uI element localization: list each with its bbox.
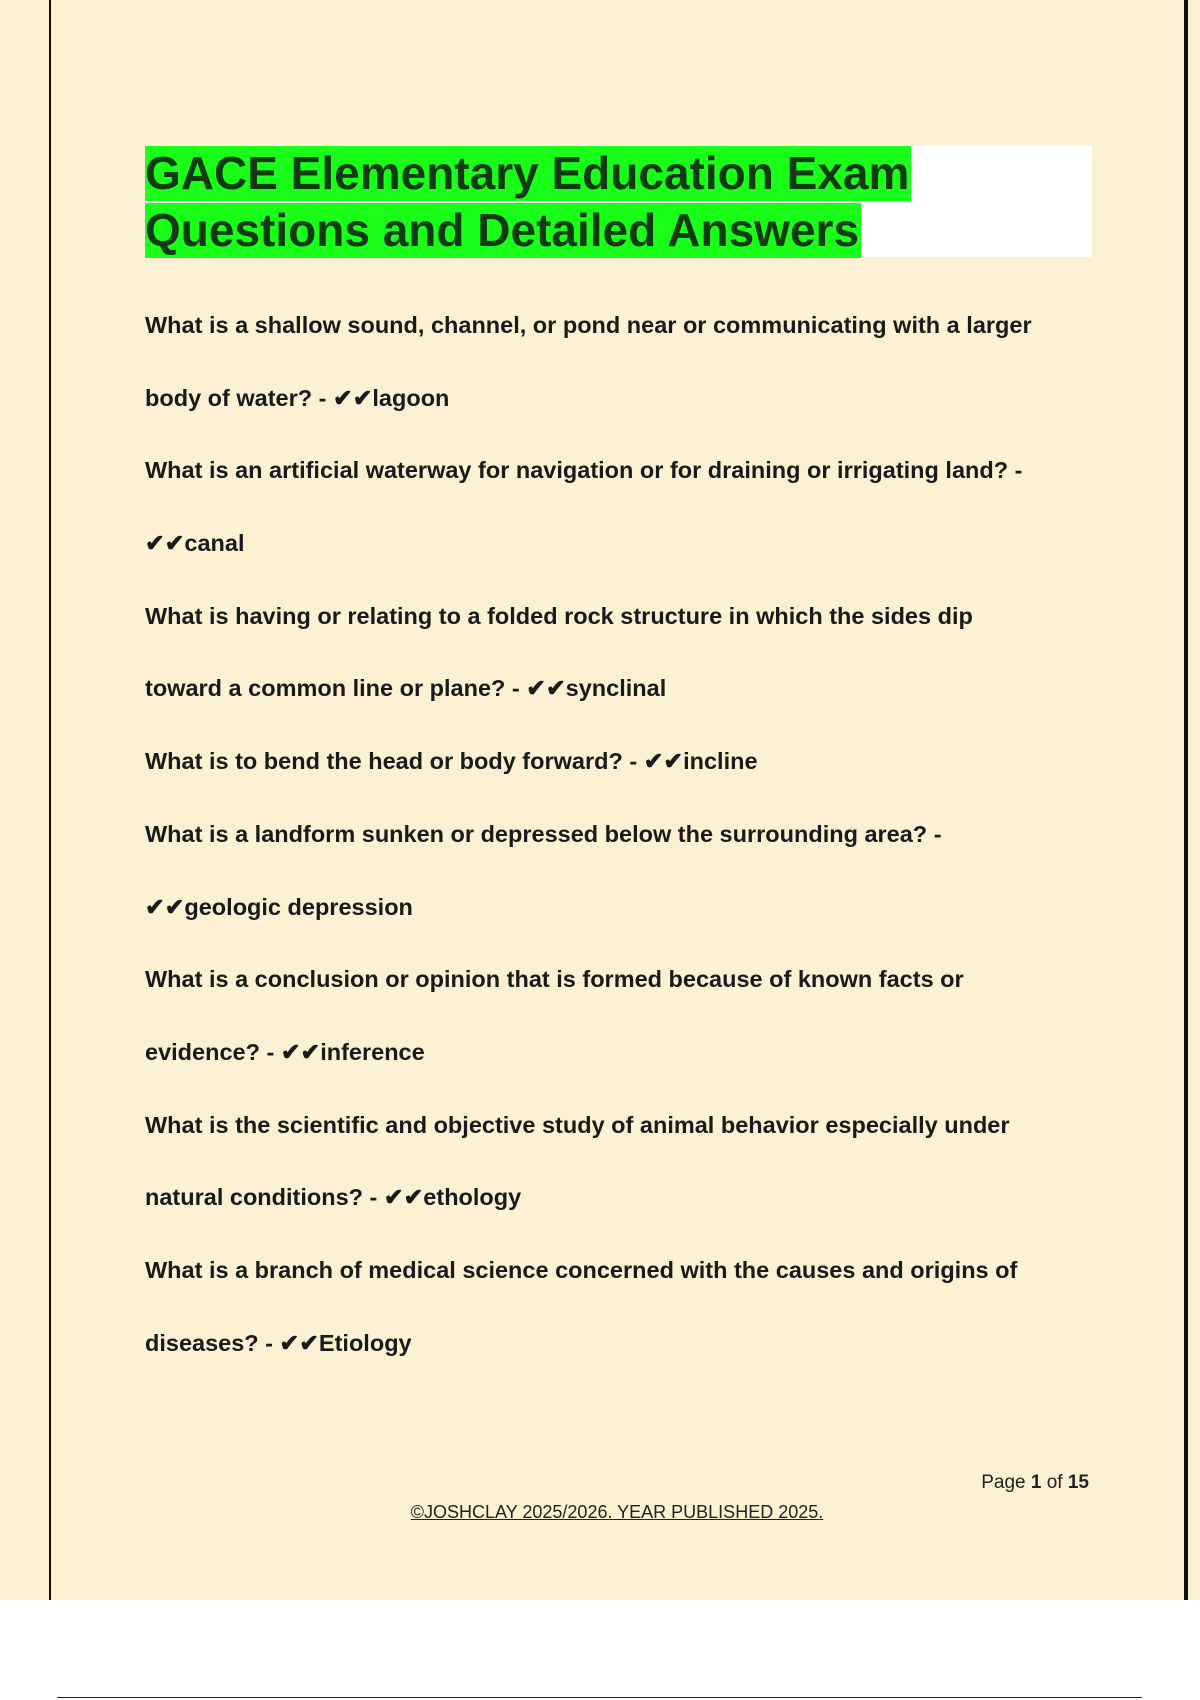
document-title-line-2: Questions and Detailed Answers [145,204,860,256]
qa-line: What is an artificial waterway for navigation or for draining or irrigating land? - [145,457,1023,484]
page-of: of [1046,1472,1063,1493]
qa-line: toward a common line or plane? - ✔✔synclinal [145,675,667,702]
qa-line: body of water? - ✔✔lagoon [145,384,450,411]
qa-line: What is a branch of medical science concerned with the causes and origins of [145,1256,1018,1283]
qa-line: natural conditions? - ✔✔ethology [145,1184,522,1211]
question-answer-list [145,309,1095,1399]
page-number [981,1472,1089,1494]
page-prefix: Page [981,1472,1026,1493]
bottom-divider [57,1697,1142,1698]
qa-line: diseases? - ✔✔Etiology [145,1329,412,1356]
qa-line: What is a shallow sound, channel, or pond near or communicating with a larger [145,312,1032,338]
page-left-border [49,0,51,1600]
page-right-border [1184,0,1188,1600]
qa-line: What is a conclusion or opinion that is formed because of known facts or [145,966,964,993]
qa-line: What is the scientific and objective study of animal behavior especially under [145,1111,1010,1138]
page-current: 1 [1030,1472,1042,1493]
qa-line: ✔✔canal [145,530,245,557]
qa-line: What is having or relating to a folded rock structure in which the sides dip [145,602,973,629]
document-title-line-1: GACE Elementary Education Exam [145,147,910,199]
qa-line: What is a landform sunken or depressed below the surrounding area? - [145,820,942,847]
page-total: 15 [1067,1472,1089,1493]
qa-line: evidence? - ✔✔inference [145,1038,425,1065]
copyright-notice: ©JOSHCLAY 2025/2026. YEAR PUBLISHED 2025. [410,1502,824,1522]
qa-line: ✔✔geologic depression [145,893,413,920]
qa-line: What is to bend the head or body forward? - ✔✔incline [145,748,758,775]
